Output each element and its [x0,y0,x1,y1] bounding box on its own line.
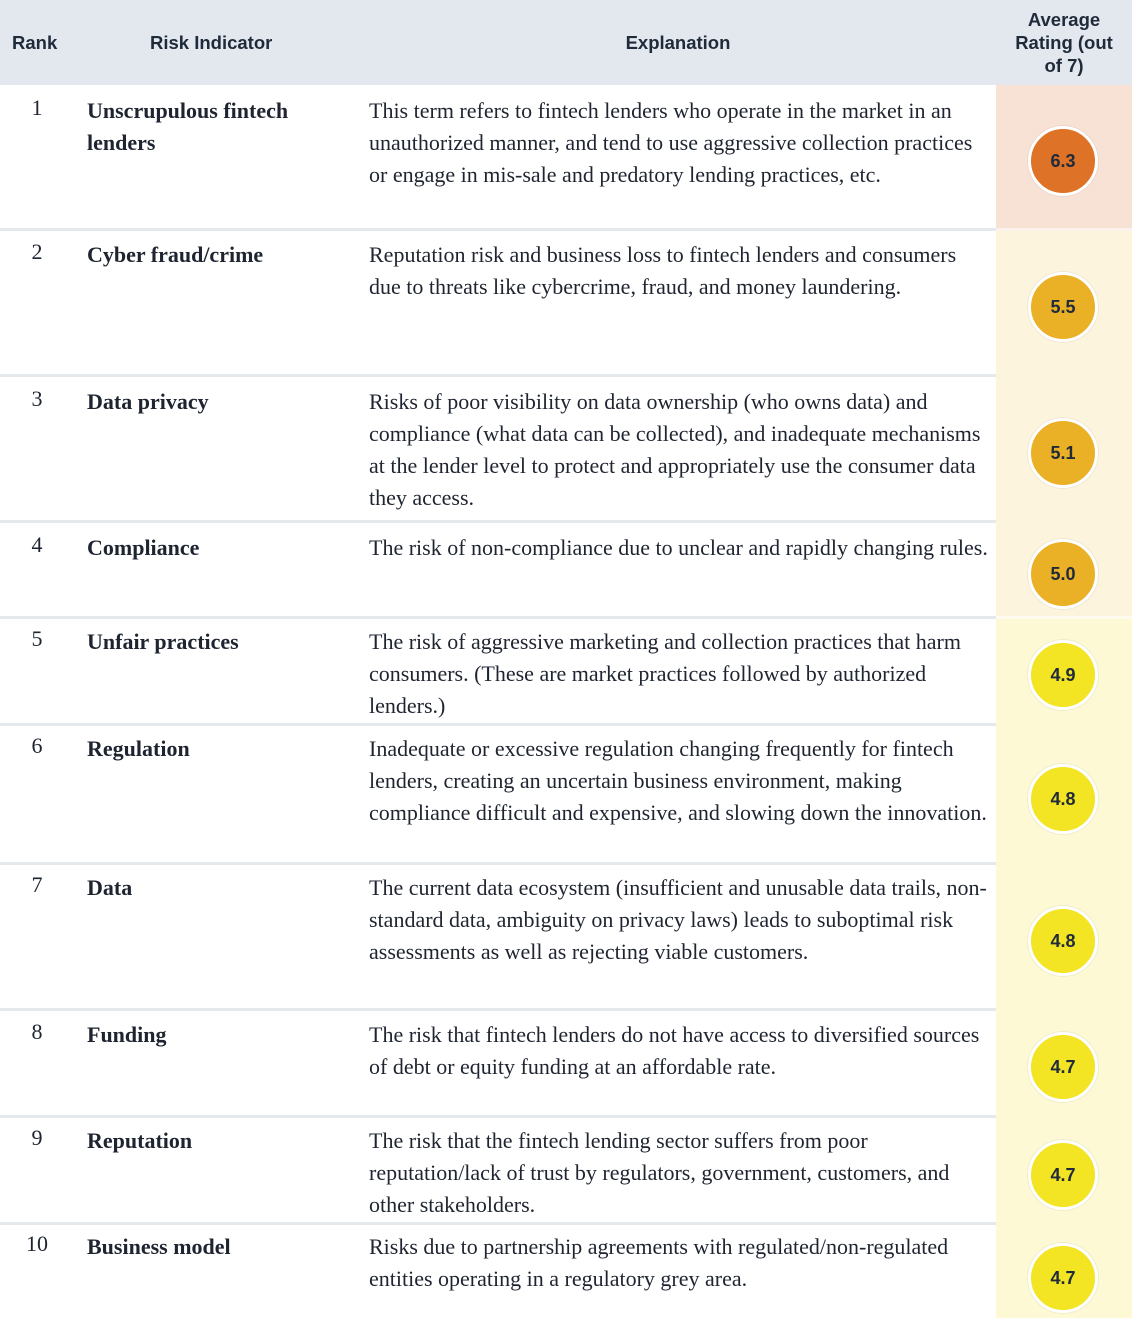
rating-cell [996,85,1132,231]
rating-cell [996,377,1132,523]
rating-cell [996,231,1132,377]
rank-cell: 10 [26,1231,48,1256]
table-row [0,85,1132,231]
rank-cell: 7 [31,872,43,897]
risk-indicator-cell: Unfair practices [87,629,239,654]
rating-badge: 4.7 [1028,1032,1098,1102]
table-row [0,523,1132,619]
rating-cell [996,1011,1132,1118]
rank-cell: 8 [31,1019,43,1044]
rank-cell: 9 [31,1125,43,1150]
header-explanation: Explanation [625,31,731,53]
rating-cell [996,726,1132,865]
rating-badge: 4.9 [1028,640,1098,710]
rating-badge: 5.1 [1028,418,1098,488]
rank-cell: 1 [31,95,43,120]
explanation-cell: Risks of poor visibility on data ownership (who owns data) and compliance (what data can be collected), and inadequate mechanisms at the lender level to protect and appropriately use the consumer data they access. [369,389,981,510]
rating-cell [996,865,1132,1011]
explanation-cell: The current data ecosystem (insufficient and unusable data trails, non-standard data, ambiguity on privacy laws) leads to suboptimal risk assessments as well as rejecting viable customers. [369,875,987,964]
risk-indicator-cell: Data privacy [87,389,209,414]
explanation-cell: The risk of non-compliance due to unclear and rapidly changing rules. [369,535,988,560]
rating-badge: 4.7 [1028,1243,1098,1313]
explanation-cell: Risks due to partnership agreements with regulated/non-regulated entities operating in a regulatory grey area. [369,1234,949,1291]
rank-cell: 6 [31,733,43,758]
rank-cell: 2 [31,239,43,264]
rating-cell [996,1118,1132,1225]
table-row [0,1225,1132,1318]
risk-indicator-cell: Business model [87,1234,231,1259]
header-average-rating [996,0,1132,85]
rank-cell: 5 [31,626,43,651]
risk-indicator-cell: Cyber fraud/crime [87,242,264,267]
explanation-cell: This term refers to fintech lenders who operate in the market in an unauthorized manner, and tend to use aggressive collection practices or engage in mis-sale and predatory lending practices, etc. [369,98,973,187]
risk-indicator-cell: Reputation [87,1128,193,1153]
explanation-cell: Reputation risk and business loss to fintech lenders and consumers due to threats like cybercrime, fraud, and money laundering. [369,242,957,299]
table-row [0,619,1132,726]
header-risk-indicator: Risk Indicator [150,31,273,53]
table-row [0,1118,1132,1225]
table-row [0,231,1132,377]
header-rating-line: Rating (out [1015,32,1113,53]
risk-indicator-cell: Regulation [87,736,190,761]
rating-cell [996,1225,1132,1318]
rank-cell: 4 [31,532,43,557]
explanation-cell: The risk that fintech lenders do not have access to diversified sources of debt or equity funding at an affordable rate. [369,1022,980,1079]
header-rating-line: Average [1027,9,1101,30]
rating-badge: 5.5 [1028,272,1098,342]
rating-badge: 6.3 [1028,126,1098,196]
rating-cell [996,619,1132,726]
risk-indicator-cell: Data [87,875,133,900]
explanation-cell: The risk of aggressive marketing and collection practices that harm consumers. (These are market practices followed by authorized lenders.) [369,629,961,718]
rating-badge: 4.7 [1028,1140,1098,1210]
risk-indicator-cell: Compliance [87,535,200,560]
header-rank: Rank [12,31,58,53]
rating-badge: 5.0 [1028,539,1098,609]
rating-badge: 4.8 [1028,764,1098,834]
table-header [0,0,1132,85]
header-rating-line: of 7) [1044,55,1084,76]
table-row [0,865,1132,1011]
rating-cell [996,523,1132,619]
risk-indicator-cell: Unscrupulous fintech lenders [87,98,289,155]
rating-badge: 4.8 [1028,906,1098,976]
rank-cell: 3 [31,386,43,411]
table-row [0,377,1132,523]
explanation-cell: Inadequate or excessive regulation changing frequently for fintech lenders, creating an uncertain business environment, making compliance difficult and expensive, and slowing down the innovation. [369,736,987,825]
table-row [0,1011,1132,1118]
risk-indicator-cell: Funding [87,1022,167,1047]
explanation-cell: The risk that the fintech lending sector suffers from poor reputation/lack of trust by regulators, government, customers, and other stakeholders. [369,1128,950,1217]
table-row [0,726,1132,865]
